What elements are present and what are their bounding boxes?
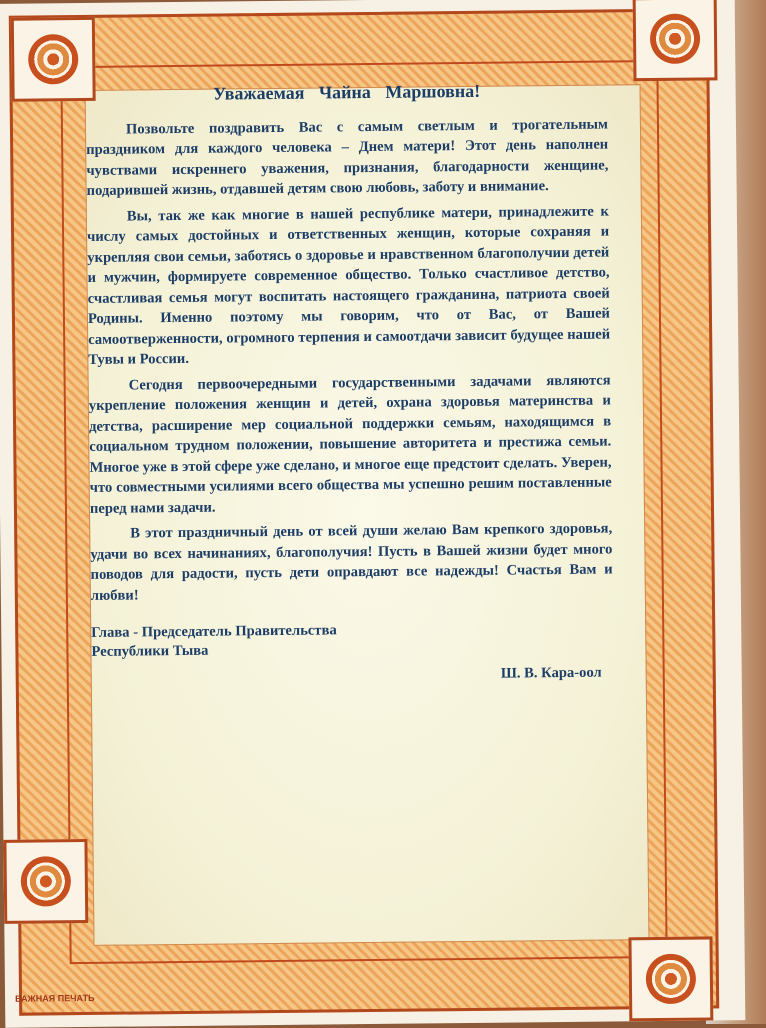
signature-title <box>91 618 613 661</box>
ornament-corner-icon <box>628 936 713 1021</box>
letter-body <box>85 75 613 688</box>
paragraph-2: Вы, так же как многие в нашей республике матери, принадлежите к числу самых достойных и ответственных женщин, которые сохраняя и укрепляя свои семьи, заботясь о здоровье и нравственном благополучии детей и мужчин, формируете современное общество. Только счастливое детство, счастливая семья могут воспитать настоящего гражданина, патриота своей Родины. Именно поэтому мы говорим, что от Вас, от Вашей самоотверженности, огромного терпения и самоотдачи зависит будущее нашей Тувы и России. <box>87 202 611 368</box>
printer-stamp: ВАЖНАЯ ПЕЧАТЬ <box>15 992 95 1004</box>
ornament-corner-icon <box>633 0 718 81</box>
signature-title-line1: Глава - Председатель Правительства <box>91 622 337 641</box>
greeting: Уважаемая Чайна Маршовна! <box>212 80 481 104</box>
signature-name: Ш. В. Кара-оол <box>500 664 602 682</box>
ornament-corner-icon <box>11 17 96 102</box>
paragraph-3: Сегодня первоочередными государственными задачами являются укрепление положения женщин и детей, охрана здоровья материнства и детства, расширение мер социальной поддержки семьям, находящимся в социальном трудном положении, повышение авторитета и престижа семьи. Многое уже в этой сфере уже сделано, и многое еще предстоит сделать. Уверен, что совместными усилиями всего общества мы успешно решим поставленные перед нами задачи. <box>88 371 612 517</box>
paragraph-4: В этот праздничный день от всей души желаю Вам крепкого здоровья, удачи во всех начинаниях, благополучия! Пусть в Вашей жизни будет много поводов для радости, пусть дети оправдают все надежды! Счастья Вам и любви! <box>90 520 613 604</box>
paragraph-1: Позвольте поздравить Вас с самым светлым и трогательным праздником для каждого человека – Днем матери! Этот день наполнен чувствами искреннего уважения, признания, благодарности женщине, подарившей жизнь, отдавшей детям свою любовь, заботу и внимание. <box>86 115 609 199</box>
ornament-corner-icon <box>3 839 88 924</box>
signature-title-line2: Республики Тыва <box>91 642 209 660</box>
